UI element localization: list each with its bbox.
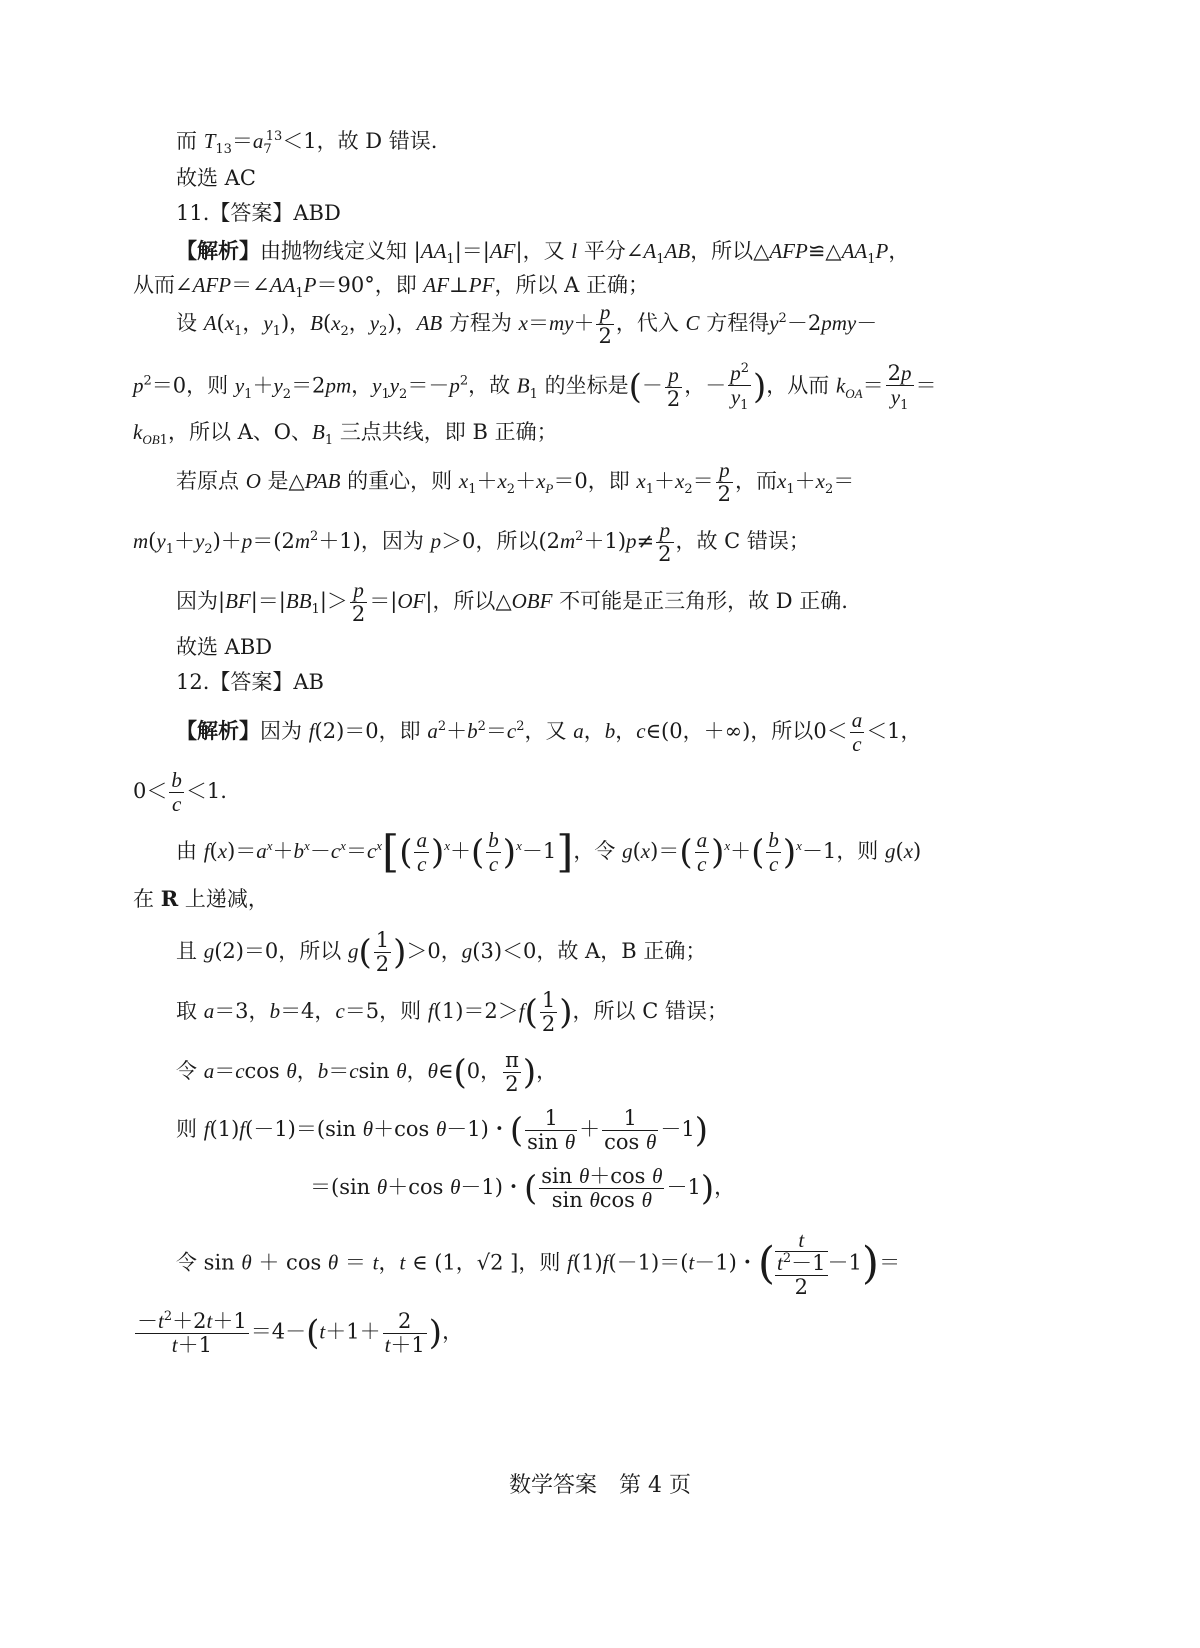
- t: ，因为: [360, 529, 424, 553]
- page-footer: 数学答案 第 4 页: [509, 1473, 691, 1498]
- t: ，所以: [475, 529, 539, 553]
- text-line-16: 由 $f(x)=a^x+b^x-c^x=c^x$[( $\frac{a}{c}$ )$^x$＋( $\frac{b}{c}$ )$^x$－1]，令 g(x)＝( $\frac{a}{c}$ )$^x$＋( $\frac{b}{c}$ )$^x$－1，则 g(x): [176, 826, 922, 878]
- text-line-24: $\frac{-t^2+2t+1}{t+1}$ ＝4－(t＋1＋ $\frac{2}{t+1}$ )，: [137, 1308, 464, 1357]
- t: 则: [176, 1117, 197, 1141]
- text-line-19: 取 a＝3，b＝4，c＝5，则 f(1)＝2＞f( $\frac{1}{2}$ )，所以 C 错误；: [176, 988, 728, 1036]
- t: 方程得: [706, 311, 770, 335]
- text-line-4: 【解析】由抛物线定义知 $|AA_1|=|AF|$，又 l 平分$\angle A_1AB$，所以$\triangle AFP≌\triangle AA_1P$，: [176, 238, 910, 268]
- t: 的重心，则: [347, 469, 453, 493]
- t: ，从而: [766, 373, 830, 398]
- t: ，令: [573, 839, 616, 863]
- t: 设: [176, 311, 197, 335]
- t: ，又: [522, 239, 565, 263]
- text-line-15: 0＜ $\frac{b}{c}$ ＜1.: [133, 768, 227, 816]
- t: 平分: [583, 239, 626, 263]
- t: 【解析】: [176, 238, 260, 263]
- t: 令: [176, 1250, 197, 1275]
- t: ，所以: [432, 589, 496, 613]
- t: 取: [176, 999, 197, 1023]
- t: 由抛物线定义知: [260, 239, 407, 263]
- text-line-23: 令 sin θ ＋ cos θ ＝ t，t ∈ (1，√2 ]，则 f(1)f(－1)＝(t－1)・( $\frac{t}{\frac{t^2-1}{2}}$ －1)＝: [176, 1228, 901, 1299]
- t: ，即: [378, 719, 421, 743]
- text-line-2: 故选 AC: [176, 166, 256, 190]
- t: ，则: [836, 839, 879, 863]
- t: ，故 C 错误；: [675, 529, 810, 553]
- t: ，所以 A 正确；: [494, 273, 649, 297]
- text-line-1: 而 $T_{13}=a_7^{13}<1$，故 D 错误.: [176, 129, 438, 158]
- t: 三点共线，即 B 正确；: [339, 420, 558, 444]
- t: ，又: [524, 719, 567, 743]
- t: 令: [176, 1059, 197, 1083]
- text-line-9: 若原点 O 是△PAB 的重心，则 $x_1+x_2+x_P=0$，即 $x_1+x_2=$ $\frac{p}{2}$ ，而$x_1+x_2=$: [176, 458, 855, 506]
- t: 而: [176, 129, 197, 153]
- text-line-22: ＝(sin θ＋cos θ－1)・( $\frac{\text{sin θ＋cos θ}}{\text{sin θcos θ}}$ －1)，: [310, 1164, 736, 1212]
- t: ，故: [468, 373, 511, 398]
- text-line-8: $k_{OB1}$，所以 A、O、$B_1$ 三点共线，即 B 正确；: [133, 420, 558, 449]
- t: ，代入: [615, 311, 679, 335]
- text-line-6: 设 $A(x_1$，$y_1$)，$B(x_2$，$y_2$)，AB 方程为 x＝my＋ $\frac{p}{2}$ ，代入 C 方程得$y^2-2pmy-$: [176, 300, 878, 348]
- t: 且: [176, 939, 197, 963]
- text-line-5: 从而$\angle AFP=\angle AA_1P=90^\circ$，即 AF⊥PF，所以 A 正确；: [133, 273, 649, 302]
- t: 若原点: [176, 469, 239, 493]
- t: 在: [133, 887, 154, 911]
- answer-12: 12.【答案】AB: [176, 670, 324, 694]
- text-line-14: 【解析】因为 f(2)＝0，即 $a^2+b^2=c^2$，又 a，b，c∈(0，＋∞)，所以0＜ $\frac{a}{c}$ ＜1，: [176, 708, 922, 756]
- t: 【解析】: [176, 718, 260, 743]
- t: ，所以 A、O、: [167, 420, 313, 444]
- text-line-11: 因为$|BF|=|BB_1|>$ $\frac{p}{2}$ ＝|OF|，所以△OBF 不可能是正三角形，故 D 正确.: [176, 578, 848, 626]
- t: ，则: [379, 999, 422, 1023]
- t: 不可能是正三角形，故 D 正确.: [559, 589, 848, 613]
- t: ，所以: [278, 939, 342, 963]
- t: 上递减，: [184, 887, 269, 911]
- t: ，则: [186, 373, 229, 398]
- t: ，所以: [690, 239, 754, 263]
- t: ，即: [587, 469, 630, 493]
- t: 因为: [260, 719, 302, 743]
- t: ，故 D 错误.: [316, 129, 438, 153]
- t: ，则: [518, 1250, 561, 1275]
- text-line-20: 令 a＝ccos θ，b＝csin θ，θ∈(0， $\frac{\pi}{2}$ )，: [176, 1048, 558, 1096]
- t: 的坐标是: [544, 373, 629, 398]
- text-line-21: 则 f(1)f(－1)＝(sin θ＋cos θ－1)・( $\frac{1}{\text{sin θ}}$ ＋ $\frac{1}{\text{cos θ}}$ －1): [176, 1106, 708, 1154]
- t: 因为: [176, 589, 218, 613]
- t: ，而: [735, 469, 778, 493]
- text-line-17: 在 R 上递减，: [133, 886, 269, 911]
- t: 由: [176, 839, 197, 863]
- answer-11: 11.【答案】ABD: [176, 201, 341, 225]
- text-line-12: 故选 ABD: [176, 635, 273, 659]
- t: 是: [267, 469, 289, 493]
- text-line-18: 且 g(2)＝0，所以 g( $\frac{1}{2}$ )＞0，g(3)＜0，故 A，B 正确；: [176, 928, 707, 976]
- t: ，所以: [750, 719, 814, 743]
- text-line-10: $m(y_1+y_2)+p=(2m^2+1)$，因为 p＞0，所以$(2m^2+1)p\ne$ $\frac{p}{2}$ ，故 C 错误；: [133, 518, 810, 566]
- t: ，即: [374, 273, 417, 297]
- t: 方程为: [448, 311, 512, 335]
- t: ，所以 C 错误；: [572, 999, 728, 1023]
- t: ，故 A，B 正确；: [536, 939, 707, 963]
- text-line-7: $p^2=0$，则 $y_1+y_2=2pm$，$y_1y_2=-p^2$，故 $B_1$ 的坐标是(－ $\frac{p}{2}$ ，－ $\frac{p^2}{y_1}$ )，从而 $k_{OA}=$ $\frac{2p}{y_1}$ ＝: [133, 360, 937, 414]
- t: 从而: [133, 273, 175, 297]
